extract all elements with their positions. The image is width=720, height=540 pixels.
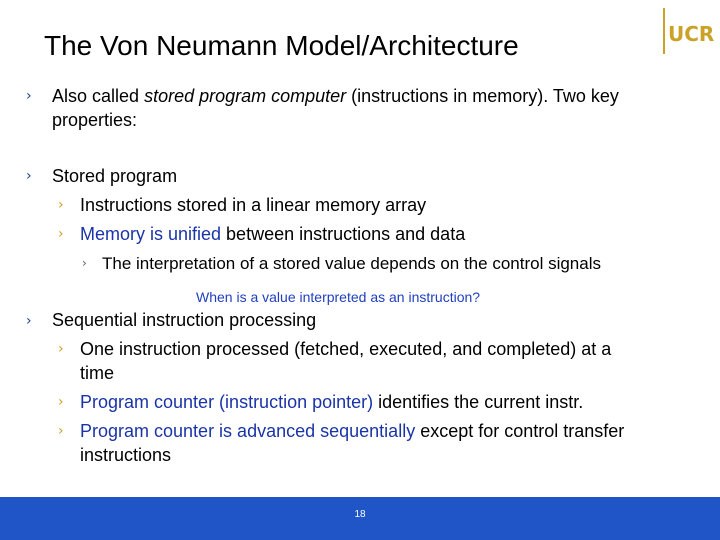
text-segment: except for control transfer (415, 421, 625, 441)
text-italic: stored program computer (144, 86, 347, 106)
text-segment: (instructions in memory). Two key (346, 86, 619, 106)
bullet-also-called-cont: properties: (52, 110, 138, 130)
sub-bullet-one-instruction-cont: time (80, 363, 115, 383)
slide-title: The Von Neumann Model/Architecture (44, 30, 519, 61)
bullet-sequential-processing: Sequential instruction processing (52, 310, 317, 330)
sub-bullet-chevron-icon: › (58, 197, 64, 213)
sub-bullet-one-instruction: One instruction processed (fetched, executed, and completed) at a (80, 339, 612, 359)
bullet-chevron-icon: › (26, 88, 32, 104)
text-segment: between instructions and data (221, 224, 466, 244)
sub-bullet-chevron-icon: › (58, 423, 64, 439)
logo-text-value: UCR (668, 22, 715, 46)
sub-sub-bullet-chevron-icon: › (82, 256, 87, 270)
sub-sub-bullet-interpretation: The interpretation of a stored value depends on the control signals (102, 254, 601, 273)
bullet-also-called (52, 85, 619, 108)
sub-bullet-program-counter-pointer (80, 391, 583, 414)
logo-bar (663, 8, 665, 54)
sub-bullet-chevron-icon: › (58, 341, 64, 357)
bullet-chevron-icon: › (26, 313, 32, 329)
annotation-note: When is a value interpreted as an instruction? (196, 289, 481, 305)
text-segment: identifies the current instr. (373, 392, 584, 412)
bullet-stored-program: Stored program (52, 166, 178, 186)
ucr-logo (660, 8, 715, 54)
sub-bullet-program-counter-advanced (80, 420, 624, 443)
sub-bullet-program-counter-advanced-cont: instructions (80, 445, 172, 465)
sub-bullet-chevron-icon: › (58, 226, 64, 242)
text-highlight: Program counter is advanced sequentially (80, 421, 416, 441)
page-number: 18 (354, 509, 366, 520)
text-segment: Also called (52, 86, 145, 106)
bullet-chevron-icon: › (26, 168, 32, 184)
text-highlight: Memory is unified (80, 224, 222, 244)
sub-bullet-instructions-stored: Instructions stored in a linear memory array (80, 195, 427, 215)
sub-bullet-memory-unified (80, 223, 465, 246)
footer-bar (0, 497, 720, 540)
logo-text (668, 22, 714, 46)
text-highlight: Program counter (instruction pointer) (80, 392, 374, 412)
sub-bullet-chevron-icon: › (58, 394, 64, 410)
